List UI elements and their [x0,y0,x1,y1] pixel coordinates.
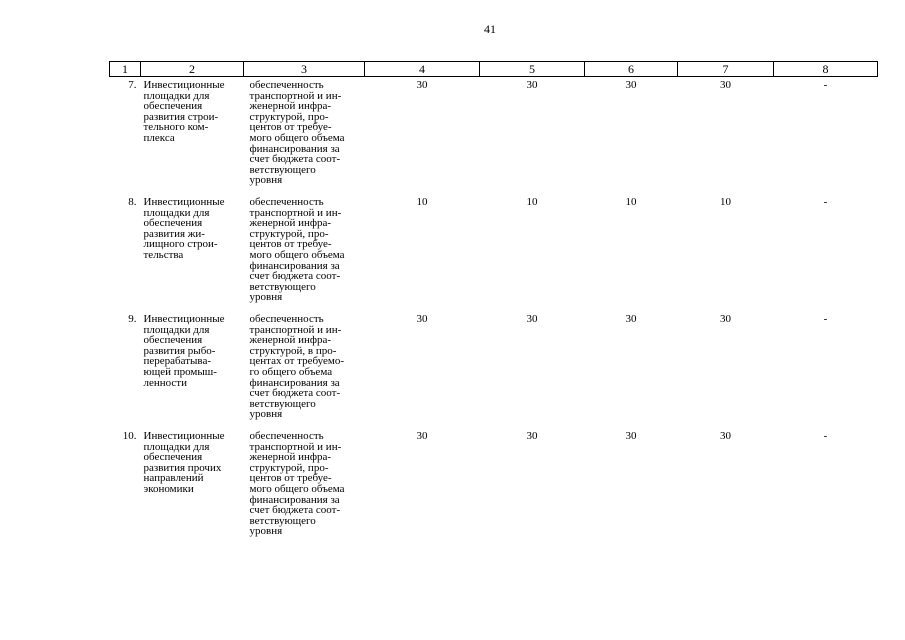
indicator-line: ветствующего [249,280,316,293]
site-name-line: направлений [143,472,204,485]
indicator-line: ветствующего [249,514,316,527]
indicator-line: счет бюджета соот- [249,153,341,166]
value-cell: 30 [526,430,538,442]
site-name-line: площадки для [143,89,210,102]
row-number: 8. [128,196,137,208]
indicator-line: структурой, про- [249,461,329,474]
indicator-line: го общего объема [249,365,333,378]
value-cell: 30 [625,313,637,325]
indicator-line: женерной инфра- [249,451,332,464]
column-header: 1 [110,62,141,77]
value-cell: 30 [416,313,428,325]
site-name-line: тельного ком- [143,121,209,134]
site-name-line: экономики [143,482,194,495]
indicator-line: мого общего объема [249,482,345,495]
value-cell: 30 [625,79,637,91]
indicator-line: финансирования за [249,142,340,155]
indicator-line: мого общего объема [249,131,345,144]
site-name-line: развития прочих [143,461,222,474]
site-name-line: Инвестиционные [143,196,225,208]
indicator-line: транспортной и ин- [249,440,342,453]
indicator-line: центов от требуе- [249,121,332,134]
value-cell: 30 [720,430,731,442]
indicator-line: финансирования за [249,259,340,272]
indicator-line: счет бюджета соот- [249,387,341,400]
site-name-line: плекса [143,131,175,144]
indicator-line: транспортной и ин- [249,89,342,102]
value-cell: 10 [625,196,637,208]
indicator-line: женерной инфра- [249,100,332,113]
indicator-line: мого общего объема [249,248,345,261]
indicator-cell [244,311,365,428]
site-name-line: Инвестиционные [143,430,225,442]
indicator-line: финансирования за [249,376,340,389]
site-name-line: ющей промыш- [143,365,217,378]
site-name-line: Инвестиционные [143,313,225,325]
indicator-cell [244,77,365,195]
site-name-line: развития строи- [143,110,219,123]
site-name-line: перерабатыва- [143,355,212,368]
page-number: 41 [484,22,496,36]
indicator-line: обеспеченность [249,79,324,91]
indicator-cell [244,428,365,545]
value-cell: 30 [526,313,538,325]
indicator-line: структурой, про- [249,110,329,123]
site-name-line: развития рыбо- [143,344,216,357]
site-name-cell [141,77,244,195]
indicator-line: ветствующего [249,397,316,410]
column-header: 2 [141,62,244,77]
site-name-line: обеспечения [143,217,203,230]
site-name-line: обеспечения [143,451,203,464]
value-cell: 30 [720,313,731,325]
site-name-cell [141,428,244,545]
column-header: 8 [774,62,878,77]
value-cell: 30 [720,79,731,91]
indicator-line: финансирования за [249,493,340,506]
value-cell: 30 [526,79,538,91]
column-header: 7 [678,62,774,77]
row-number: 10. [122,430,137,442]
site-name-cell [141,194,244,311]
table-row [110,194,878,311]
site-name-line: площадки для [143,323,210,336]
indicator-cell [244,194,365,311]
value-cell: - [823,196,828,208]
value-cell: 10 [720,196,731,208]
site-name-line: ленности [143,376,187,389]
indicator-line: уровня [249,408,283,421]
value-cell: 30 [416,430,428,442]
site-name-line: обеспечения [143,100,203,113]
table-header-row [110,62,878,77]
table-row [110,428,878,545]
site-name-line: обеспечения [143,334,203,347]
indicator-line: обеспеченность [249,430,324,442]
indicator-line: ветствующего [249,163,316,176]
indicator-line: счет бюджета соот- [249,504,341,517]
site-name-line: лищного строи- [143,238,218,251]
value-cell: - [823,313,828,325]
indicator-line: центов от требуе- [249,472,332,485]
indicator-line: структурой, в про- [249,344,337,357]
indicators-table [109,61,878,545]
value-cell: 10 [416,196,428,208]
table-row [110,311,878,428]
site-name-cell [141,311,244,428]
value-cell: - [823,79,828,91]
indicator-line: транспортной и ин- [249,323,342,336]
table-row [110,77,878,195]
indicator-line: уровня [249,174,283,187]
indicator-line: транспортной и ин- [249,206,342,219]
value-cell: - [823,430,828,442]
value-cell: 30 [625,430,637,442]
indicator-line: уровня [249,525,283,538]
site-name-line: площадки для [143,206,210,219]
indicator-line: счет бюджета соот- [249,270,341,283]
site-name-line: площадки для [143,440,210,453]
indicator-line: женерной инфра- [249,217,332,230]
row-number: 7. [128,79,137,91]
column-header: 6 [585,62,678,77]
indicator-line: женерной инфра- [249,334,332,347]
row-number: 9. [128,313,137,325]
indicator-line: структурой, про- [249,227,329,240]
site-name-line: Инвестиционные [143,79,225,91]
indicator-line: уровня [249,291,283,304]
indicator-line: центов от требуе- [249,238,332,251]
site-name-line: тельства [143,248,184,261]
indicator-line: центах от требуемо- [249,355,345,368]
column-header: 4 [365,62,480,77]
indicator-line: обеспеченность [249,313,324,325]
site-name-line: развития жи- [143,227,205,240]
value-cell: 10 [526,196,538,208]
column-header: 5 [480,62,585,77]
indicator-line: обеспеченность [249,196,324,208]
value-cell: 30 [416,79,428,91]
column-header: 3 [244,62,365,77]
